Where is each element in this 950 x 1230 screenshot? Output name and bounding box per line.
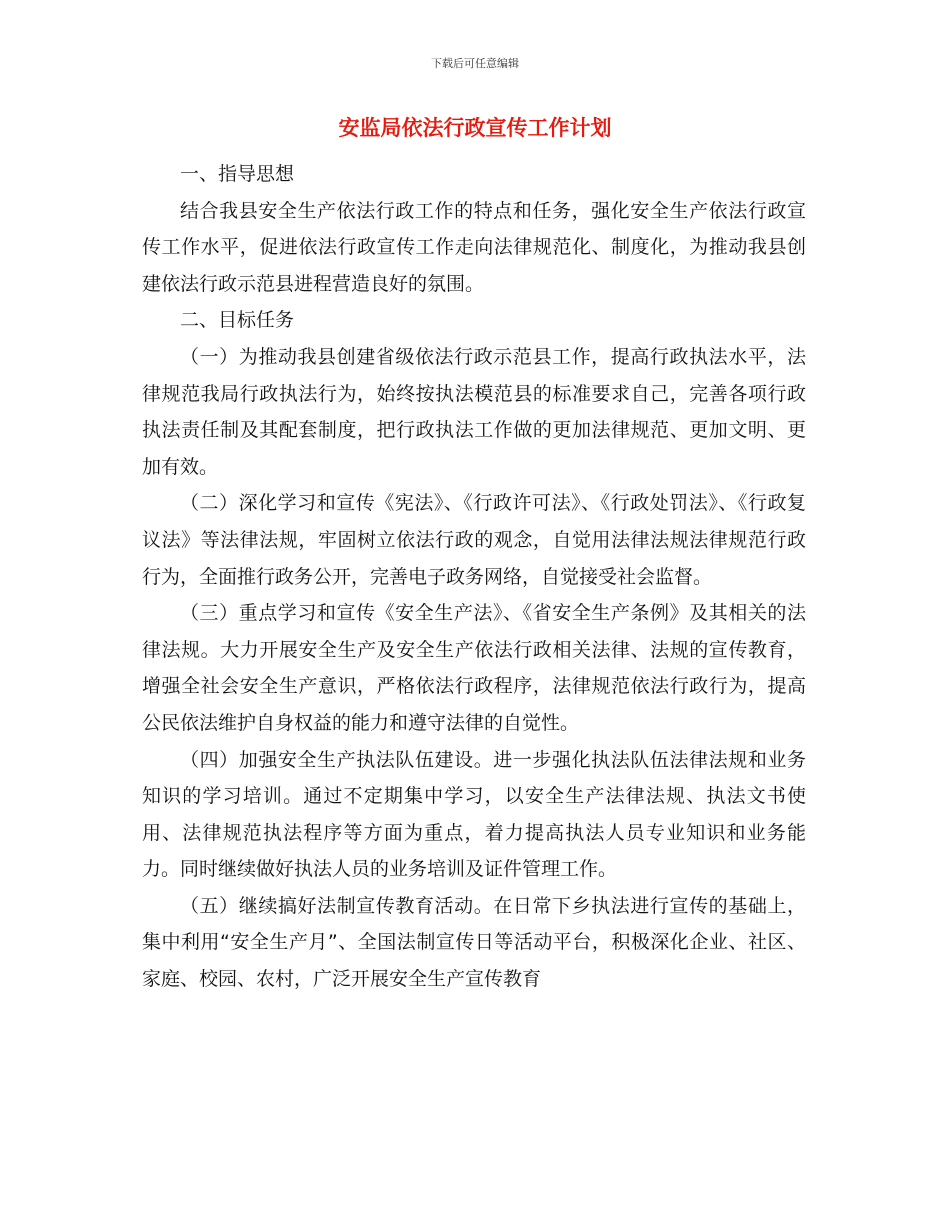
paragraph-task-5: （五）继续搞好法制宣传教育活动。在日常下乡执法进行宣传的基础上，集中利用“安全生产月”、全国法制宣传日等活动平台，积极深化企业、社区、家庭、校园、农村，广泛开展安全生产宣传教育 (142, 894, 806, 991)
paragraph-guiding-ideology: 结合我县安全生产依法行政工作的特点和任务，强化安全生产依法行政宣传工作水平，促进依法行政宣传工作走向法律规范化、制度化，为推动我县创建依法行政示范县进程营造良好的氛围。 (142, 199, 806, 295)
paragraph-task-4: （四）加强安全生产执法队伍建设。进一步强化执法队伍法律法规和业务知识的学习培训。通过不定期集中学习，以安全生产法律法规、执法文书使用、法律规范执法程序等方面为重点，着力提高执法人员专业知识和业务能力。同时继续做好执法人员的业务培训及证件管理工作。 (142, 748, 806, 881)
paragraph-task-2: （二）深化学习和宣传《宪法》、《行政许可法》、《行政处罚法》、《行政复议法》等法律法规，牢固树立依法行政的观念，自觉用法律法规法律规范行政行为，全面推行政务公开，完善电子政务网络，自觉接受社会监督。 (142, 492, 806, 588)
section-heading-goals-tasks: 二、目标任务 (180, 309, 295, 332)
document-body (142, 156, 806, 998)
paragraph-task-3: （三）重点学习和宣传《安全生产法》、《省安全生产条例》及其相关的法律法规。大力开展安全生产及安全生产依法行政相关法律、法规的宣传教育，增强全社会安全生产意识，严格依法行政程序，法律规范依法行政行为，提高公民依法维护自身权益的能力和遵守法律的自觉性。 (142, 602, 806, 734)
section-heading-guiding-ideology: 一、指导思想 (180, 163, 295, 185)
header-note: 下载后可任意编辑 (431, 57, 519, 70)
paragraph-task-1: （一）为推动我县创建省级依法行政示范县工作，提高行政执法水平，法律规范我局行政执法行为，始终按执法模范县的标准要求自己，完善各项行政执法责任制及其配套制度，把行政执法工作做的更加法律规范、更加文明、更加有效。 (142, 345, 806, 478)
document-title: 安监局依法行政宣传工作计划 (338, 116, 612, 140)
